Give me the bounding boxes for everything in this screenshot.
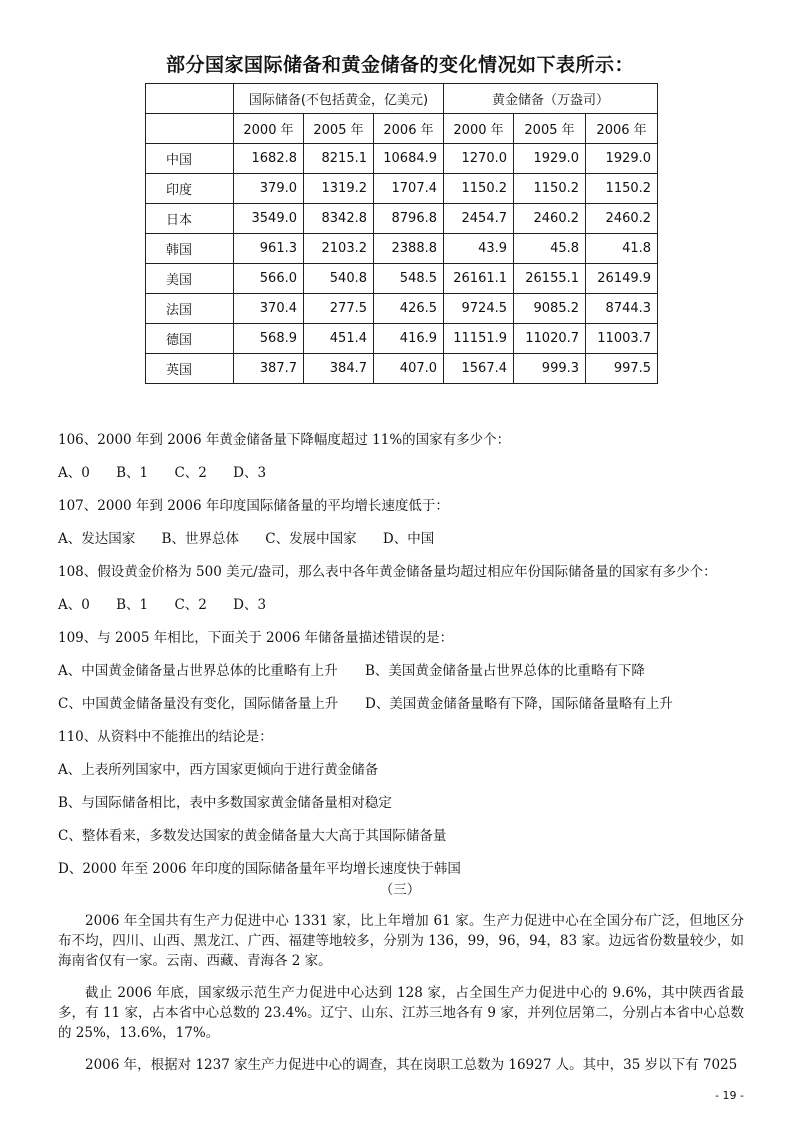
question-107: 107、2000 年到 2006 年印度国际储备量的平均增长速度低于： bbox=[58, 498, 449, 514]
value-cell: 9724.5 bbox=[444, 294, 514, 324]
question-107-options bbox=[58, 527, 456, 547]
country-cell: 中国 bbox=[146, 144, 234, 174]
value-cell: 568.9 bbox=[234, 324, 304, 354]
question-110-option-b: B、与国际储备相比，表中多数国家黄金储备量相对稳定 bbox=[58, 795, 392, 811]
year-header: 2005 年 bbox=[304, 114, 374, 144]
table-title: 部分国家国际储备和黄金储备的变化情况如下表所示： bbox=[165, 54, 634, 76]
value-cell: 2454.7 bbox=[444, 204, 514, 234]
value-cell: 566.0 bbox=[234, 264, 304, 294]
option-b: B、1 bbox=[116, 465, 149, 481]
question-108-options bbox=[58, 593, 288, 613]
value-cell: 999.3 bbox=[514, 354, 586, 384]
value-cell: 277.5 bbox=[304, 294, 374, 324]
value-cell: 997.5 bbox=[586, 354, 658, 384]
table-corner-cell bbox=[146, 114, 234, 144]
value-cell: 26155.1 bbox=[514, 264, 586, 294]
option-d: D、3 bbox=[233, 597, 267, 613]
question-109-option-a: A、中国黄金储备量占世界总体的比重略有上升 bbox=[58, 663, 338, 679]
value-cell: 11003.7 bbox=[586, 324, 658, 354]
value-cell: 1150.2 bbox=[586, 174, 658, 204]
value-cell: 8215.1 bbox=[304, 144, 374, 174]
value-cell: 370.4 bbox=[234, 294, 304, 324]
table-group-header-row bbox=[146, 84, 658, 114]
question-110: 110、从资料中不能推出的结论是： bbox=[58, 729, 273, 745]
value-cell: 26161.1 bbox=[444, 264, 514, 294]
value-cell: 8342.8 bbox=[304, 204, 374, 234]
option-c: C、2 bbox=[174, 597, 207, 613]
value-cell: 1567.4 bbox=[444, 354, 514, 384]
paragraph-2: 截止 2006 年底，国家级示范生产力促进中心达到 128 家，占全国生产力促进中心的 9.6%，其中陕西省最多，有 11 家，占本省中心总数的 23.4%。辽宁、山东、江苏三地各有 9 家，并列位居第二，分别占本省中心总数的 25%，13.6%，17%。 bbox=[58, 985, 744, 1041]
value-cell: 1682.8 bbox=[234, 144, 304, 174]
value-cell: 11151.9 bbox=[444, 324, 514, 354]
value-cell: 10684.9 bbox=[374, 144, 444, 174]
value-cell: 8796.8 bbox=[374, 204, 444, 234]
country-cell: 日本 bbox=[146, 204, 234, 234]
question-110-option-d: D、2000 年至 2006 年印度的国际储备量年平均增长速度快于韩国 bbox=[58, 861, 461, 877]
option-d: D、3 bbox=[233, 465, 267, 481]
value-cell: 416.9 bbox=[374, 324, 444, 354]
value-cell: 45.8 bbox=[514, 234, 586, 264]
table-year-header-row bbox=[146, 114, 658, 144]
year-header: 2000 年 bbox=[234, 114, 304, 144]
reserves-table bbox=[145, 83, 658, 384]
year-header: 2005 年 bbox=[514, 114, 586, 144]
table-row bbox=[146, 174, 658, 204]
value-cell: 2460.2 bbox=[586, 204, 658, 234]
option-b: B、世界总体 bbox=[161, 531, 239, 547]
country-cell: 韩国 bbox=[146, 234, 234, 264]
country-cell: 法国 bbox=[146, 294, 234, 324]
option-c: C、2 bbox=[174, 465, 207, 481]
table-corner-cell bbox=[146, 84, 234, 114]
value-cell: 9085.2 bbox=[514, 294, 586, 324]
question-109-option-c: C、中国黄金储备量没有变化，国际储备量上升 bbox=[58, 696, 339, 712]
year-header: 2006 年 bbox=[586, 114, 658, 144]
value-cell: 1319.2 bbox=[304, 174, 374, 204]
value-cell: 1150.2 bbox=[444, 174, 514, 204]
question-110-option-a: A、上表所列国家中，西方国家更倾向于进行黄金储备 bbox=[58, 762, 379, 778]
paragraph-3: 2006 年，根据对 1237 家生产力促进中心的调查，其在岗职工总数为 16927 人。其中，35 岁以下有 7025 bbox=[85, 1057, 738, 1073]
country-cell: 美国 bbox=[146, 264, 234, 294]
group-header-intl-reserves: 国际储备(不包括黄金，亿美元) bbox=[234, 84, 444, 114]
value-cell: 1929.0 bbox=[586, 144, 658, 174]
option-c: C、发展中国家 bbox=[265, 531, 357, 547]
option-b: B、1 bbox=[116, 597, 149, 613]
value-cell: 26149.9 bbox=[586, 264, 658, 294]
value-cell: 548.5 bbox=[374, 264, 444, 294]
country-cell: 印度 bbox=[146, 174, 234, 204]
country-cell: 德国 bbox=[146, 324, 234, 354]
value-cell: 43.9 bbox=[444, 234, 514, 264]
question-106-options bbox=[58, 461, 288, 481]
value-cell: 11020.7 bbox=[514, 324, 586, 354]
option-a: A、0 bbox=[58, 465, 90, 481]
question-110-option-c: C、整体看来，多数发达国家的黄金储备量大大高于其国际储备量 bbox=[58, 828, 447, 844]
section-title: （三） bbox=[379, 882, 421, 898]
value-cell: 1270.0 bbox=[444, 144, 514, 174]
value-cell: 1929.0 bbox=[514, 144, 586, 174]
paragraph-1: 2006 年全国共有生产力促进中心 1331 家，比上年增加 61 家。生产力促进中心在全国分布广泛，但地区分布不均，四川、山西、黑龙江、广西、福建等地较多，分别为 136，99，96，94，83 家。边远省份数量较少，如海南省仅有一家。云南、西藏、青海各 2 家。 bbox=[58, 913, 744, 969]
value-cell: 1150.2 bbox=[514, 174, 586, 204]
option-a: A、0 bbox=[58, 597, 90, 613]
table-row bbox=[146, 294, 658, 324]
table-row bbox=[146, 144, 658, 174]
value-cell: 2460.2 bbox=[514, 204, 586, 234]
value-cell: 387.7 bbox=[234, 354, 304, 384]
value-cell: 1707.4 bbox=[374, 174, 444, 204]
table-row bbox=[146, 354, 658, 384]
page-number: - 19 - bbox=[715, 1089, 744, 1102]
table-row bbox=[146, 204, 658, 234]
value-cell: 2388.8 bbox=[374, 234, 444, 264]
option-d: D、中国 bbox=[382, 531, 435, 547]
table-row bbox=[146, 264, 658, 294]
value-cell: 384.7 bbox=[304, 354, 374, 384]
option-a: A、发达国家 bbox=[58, 531, 136, 547]
group-header-gold-reserves: 黄金储备（万盎司） bbox=[444, 84, 658, 114]
value-cell: 540.8 bbox=[304, 264, 374, 294]
value-cell: 379.0 bbox=[234, 174, 304, 204]
value-cell: 407.0 bbox=[374, 354, 444, 384]
value-cell: 426.5 bbox=[374, 294, 444, 324]
value-cell: 2103.2 bbox=[304, 234, 374, 264]
question-106: 106、2000 年到 2006 年黄金储备量下降幅度超过 11%的国家有多少个： bbox=[58, 432, 511, 448]
value-cell: 451.4 bbox=[304, 324, 374, 354]
value-cell: 8744.3 bbox=[586, 294, 658, 324]
value-cell: 961.3 bbox=[234, 234, 304, 264]
question-109-option-b: B、美国黄金储备量占世界总体的比重略有下降 bbox=[365, 663, 645, 679]
year-header: 2000 年 bbox=[444, 114, 514, 144]
year-header: 2006 年 bbox=[374, 114, 444, 144]
table-row bbox=[146, 324, 658, 354]
value-cell: 41.8 bbox=[586, 234, 658, 264]
question-109-option-d: D、美国黄金储备量略有下降，国际储备量略有上升 bbox=[365, 696, 673, 712]
table-row bbox=[146, 234, 658, 264]
country-cell: 英国 bbox=[146, 354, 234, 384]
question-108: 108、假设黄金价格为 500 美元/盎司，那么表中各年黄金储备量均超过相应年份国际储备量的国家有多少个： bbox=[58, 564, 717, 580]
question-109: 109、与 2005 年相比，下面关于 2006 年储备量描述错误的是： bbox=[58, 630, 454, 646]
value-cell: 3549.0 bbox=[234, 204, 304, 234]
